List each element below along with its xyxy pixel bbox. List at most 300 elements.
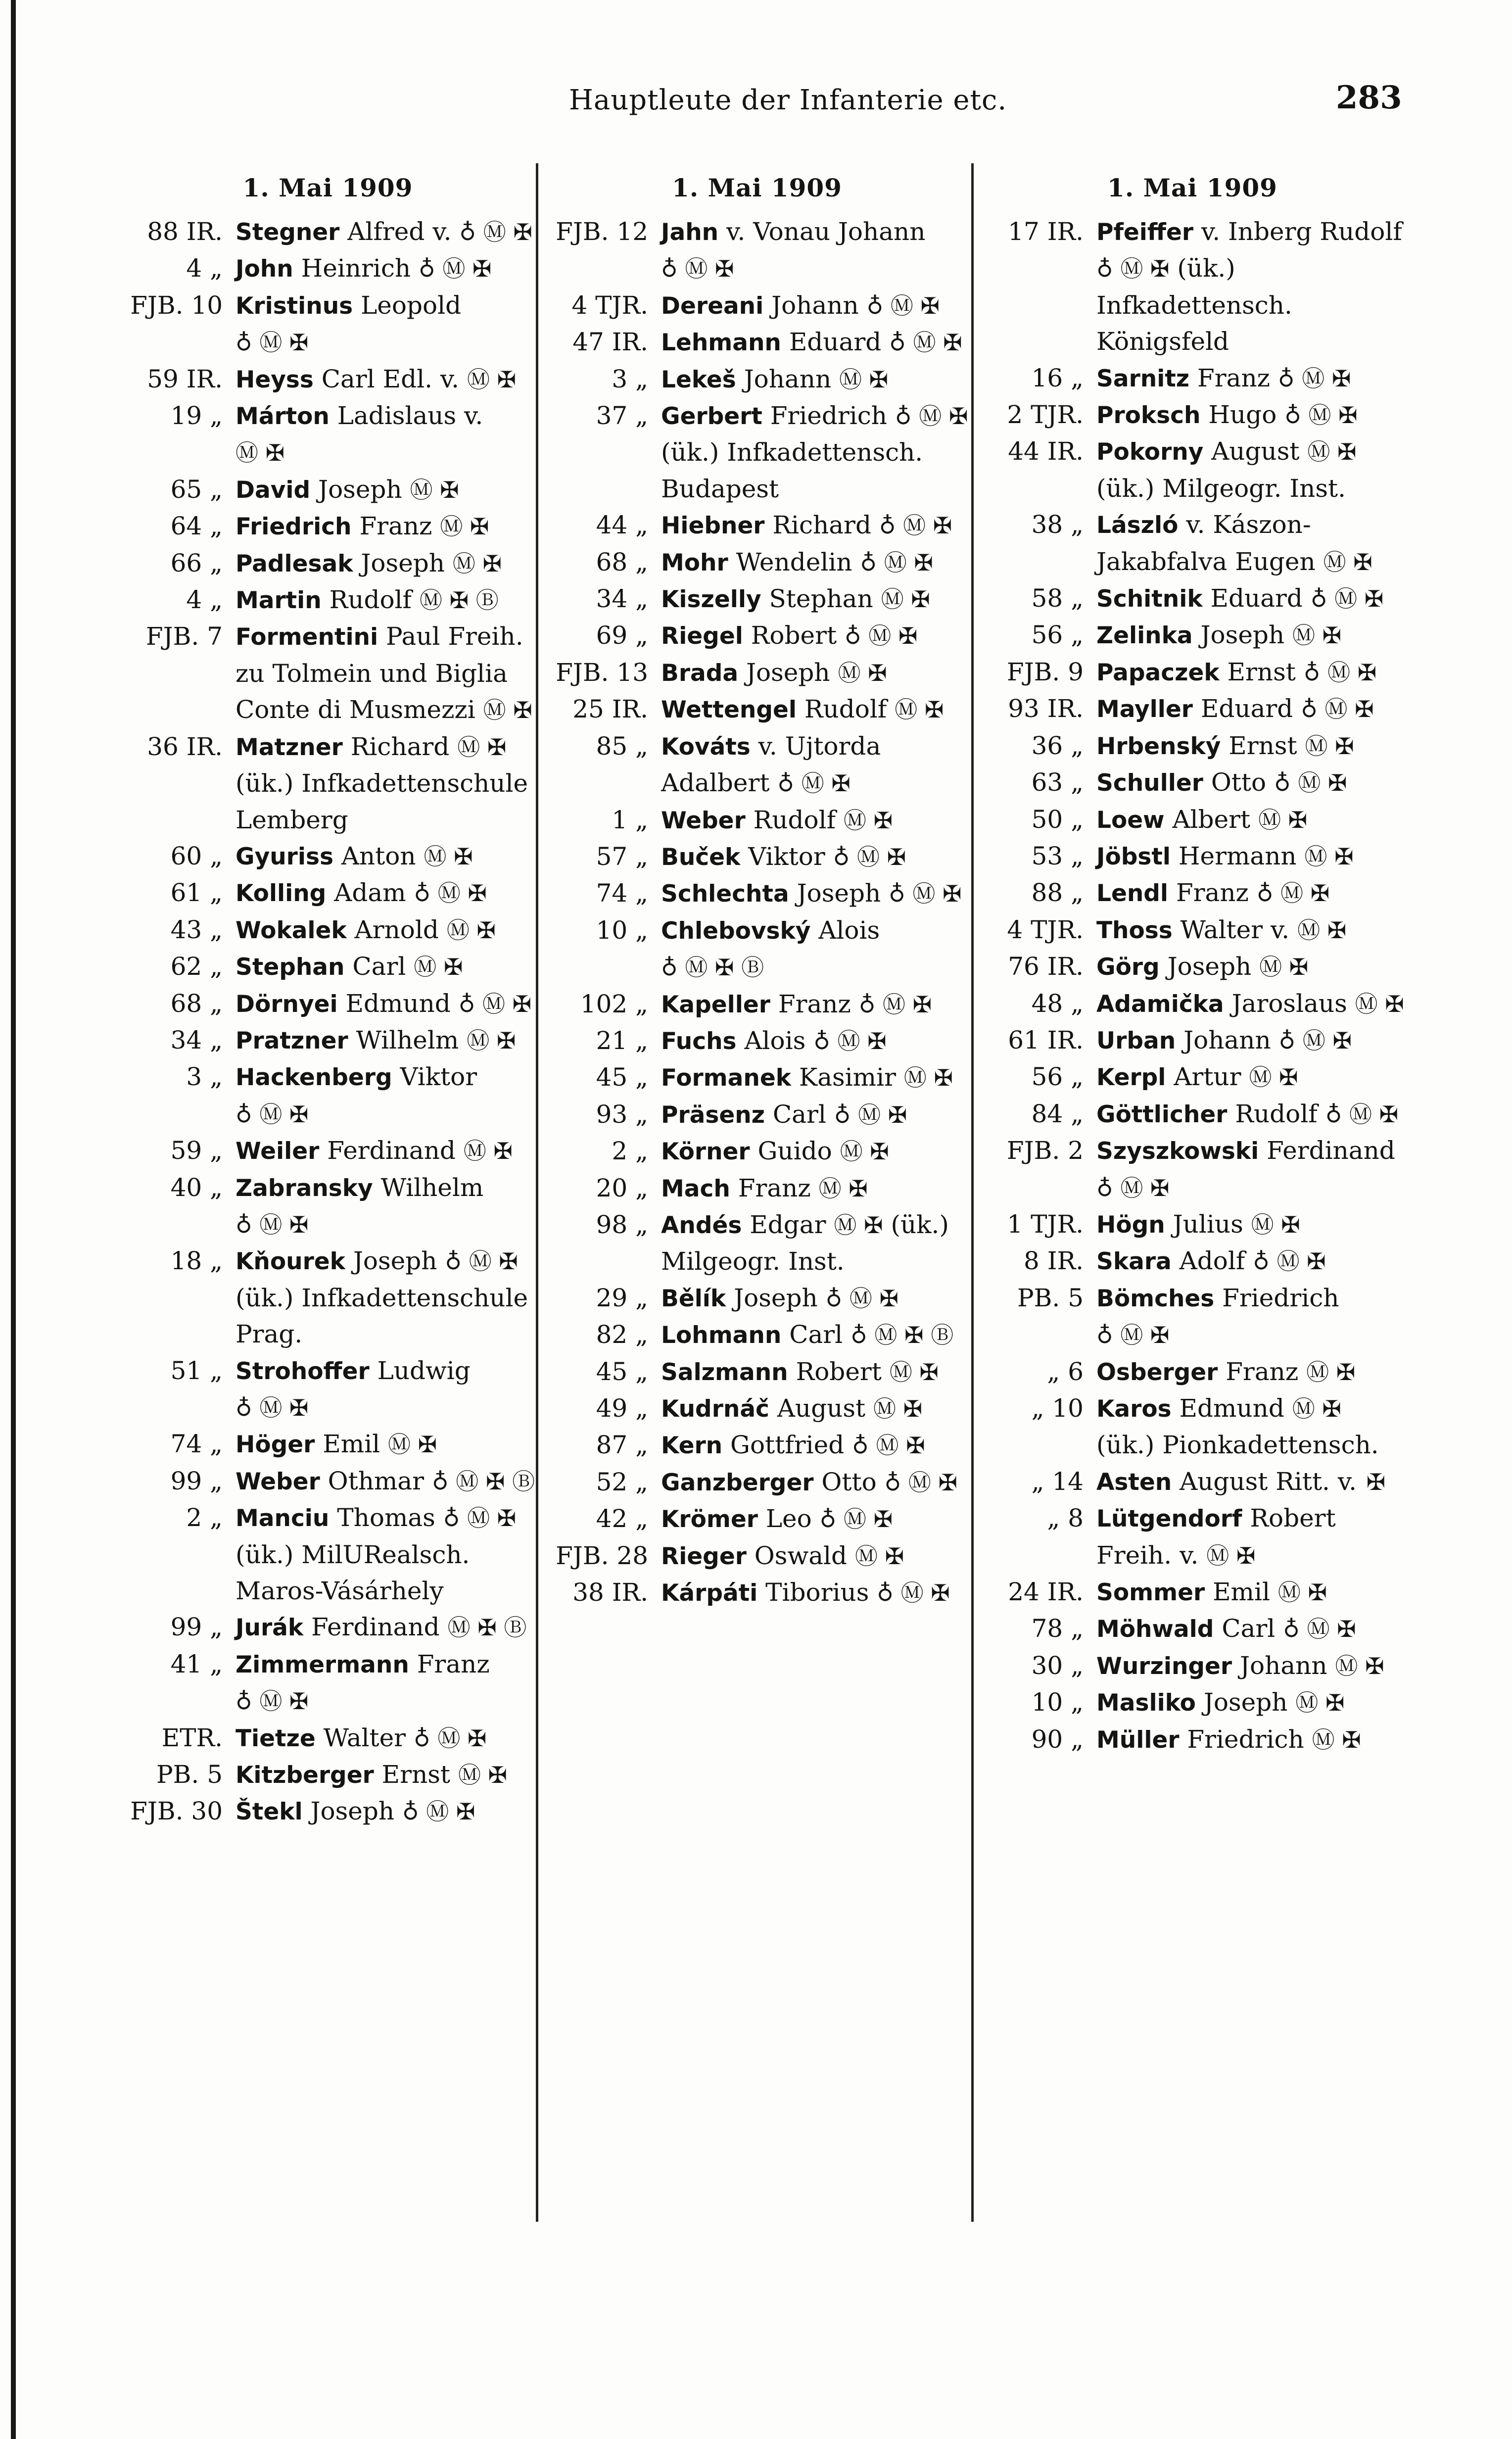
unit-label: 66 „	[170, 548, 223, 577]
surname: Loew	[1096, 806, 1165, 834]
entry-text	[1096, 1280, 1405, 1354]
column-2	[544, 173, 970, 2232]
entry-text	[1096, 1684, 1405, 1721]
officer-entry	[980, 507, 1405, 580]
officer-entry	[119, 729, 537, 838]
entry-text	[661, 875, 970, 912]
decoration-icons: ♁ Ⓜ ✠	[414, 880, 487, 907]
assignment-note: (ük.) Milgeogr. Inst.	[661, 1210, 949, 1276]
given-name: Johann	[1183, 1025, 1271, 1054]
column-heading: 1. Mai 1909	[242, 173, 413, 202]
unit-label: 102 „	[580, 989, 648, 1018]
decoration-icons: ♁ Ⓜ ✠	[236, 1100, 309, 1128]
surname: Hackenberg	[236, 1064, 392, 1092]
officer-entry	[544, 802, 970, 839]
surname: Mach	[661, 1175, 730, 1202]
officer-entry	[980, 1243, 1405, 1280]
entry-text	[236, 1757, 537, 1793]
decoration-icons: ♁ Ⓜ ✠	[236, 1688, 309, 1715]
officer-entry	[980, 986, 1405, 1022]
given-name: Rudolf	[753, 805, 836, 834]
decoration-icons: Ⓜ ✠	[873, 1395, 923, 1422]
decoration-icons: Ⓜ ✠	[818, 1175, 868, 1202]
surname: Štekl	[236, 1798, 303, 1826]
entry-text	[1096, 1722, 1405, 1758]
officer-entry	[980, 214, 1405, 360]
officer-entry	[119, 1720, 537, 1757]
unit-label: 93 IR.	[1008, 694, 1084, 723]
unit-label: 56 „	[1031, 1062, 1084, 1092]
decoration-icons: Ⓜ ✠	[467, 366, 517, 393]
given-name: Joseph	[1203, 1688, 1288, 1717]
officer-entry	[544, 398, 970, 507]
officer-entry	[544, 1427, 970, 1464]
decoration-icons: ♁ Ⓜ ✠	[833, 843, 906, 870]
entry-text	[1096, 1354, 1405, 1390]
officer-entry	[119, 214, 537, 250]
surname: Bömches	[1096, 1285, 1215, 1312]
decoration-icons: Ⓜ ✠ Ⓑ	[419, 587, 499, 614]
unit-label: 62 „	[170, 952, 223, 981]
unit-label: FJB. 13	[556, 658, 648, 687]
unit-label: 4 TJR.	[571, 290, 648, 320]
decoration-icons: Ⓜ ✠	[452, 550, 502, 577]
given-name: Friedrich	[1187, 1724, 1304, 1754]
unit-label: 3 „	[612, 364, 648, 393]
entry-text	[1096, 691, 1405, 727]
given-name: Eduard	[1200, 694, 1293, 723]
decoration-icons: ♁ Ⓜ ✠	[889, 329, 962, 356]
entry-text	[1096, 507, 1405, 580]
unit-label: 48 „	[1031, 989, 1084, 1018]
surname: Kolling	[236, 880, 327, 908]
entry-text	[236, 1793, 537, 1830]
surname: Friedrich	[236, 513, 352, 541]
surname: Lekeš	[661, 366, 736, 393]
surname: Andés	[661, 1211, 742, 1239]
surname: Gerbert	[661, 403, 762, 430]
officer-entry	[980, 1574, 1405, 1611]
officer-entry	[119, 1646, 537, 1720]
given-name: Ferdinand	[327, 1136, 456, 1165]
officer-entry	[119, 1022, 537, 1059]
entry-text	[1096, 1059, 1405, 1096]
surname: Stegner	[236, 219, 340, 246]
decoration-icons: ♁ Ⓜ ✠	[1256, 880, 1330, 907]
given-name: Ernst	[1227, 657, 1296, 686]
decoration-icons: ♁ Ⓜ ✠	[1096, 1174, 1170, 1201]
surname: Lendl	[1096, 880, 1169, 908]
decoration-icons: ♁ Ⓜ ✠	[884, 1469, 958, 1496]
given-name: Kasimir	[799, 1063, 896, 1092]
officer-entry	[544, 361, 970, 398]
unit-label: 29 „	[596, 1283, 648, 1312]
entry-text	[661, 1501, 970, 1537]
entry-text	[236, 1646, 537, 1720]
surname: Urban	[1096, 1027, 1176, 1054]
officer-entry	[980, 617, 1405, 654]
officer-entry	[980, 1684, 1405, 1721]
given-name: Robert	[751, 621, 837, 650]
given-name: v. Inberg Rudolf	[1201, 217, 1402, 246]
entry-text	[661, 1575, 970, 1611]
officer-entry	[119, 1133, 537, 1169]
decoration-icons: ♁ Ⓜ ✠	[419, 255, 492, 283]
decoration-icons: Ⓜ ✠	[840, 1138, 889, 1165]
officer-entry	[119, 949, 537, 985]
given-name: Walter v.	[1180, 915, 1290, 944]
surname: Bělík	[661, 1285, 726, 1312]
officer-entry	[119, 1170, 537, 1243]
given-name: Robert	[796, 1357, 882, 1386]
entry-text	[661, 398, 970, 507]
decoration-icons: ♁ Ⓜ ✠	[1310, 585, 1384, 613]
decoration-icons: ♁ Ⓜ ✠	[1325, 1100, 1399, 1128]
given-name: Rudolf	[804, 695, 887, 724]
given-name: Othmar	[328, 1466, 425, 1495]
given-name: August Ritt. v.	[1180, 1467, 1357, 1496]
officer-entry	[544, 1059, 970, 1096]
officer-entry	[119, 1426, 537, 1463]
decoration-icons: Ⓜ ✠	[440, 513, 489, 540]
given-name: Friedrich	[1222, 1283, 1339, 1312]
surname: Márton	[236, 403, 330, 430]
decoration-icons: ♁ Ⓜ ✠ Ⓑ	[661, 954, 764, 981]
entry-text	[661, 1133, 970, 1170]
given-name: Richard	[772, 511, 871, 540]
unit-label: 53 „	[1031, 841, 1084, 870]
entry-text	[236, 1353, 537, 1427]
officer-entry	[980, 1354, 1405, 1390]
entry-text	[236, 1720, 537, 1757]
entry-text	[236, 545, 537, 582]
surname: Präsenz	[661, 1101, 765, 1129]
decoration-icons: Ⓜ ✠	[446, 916, 496, 944]
entry-text	[1096, 802, 1405, 838]
entry-text	[236, 1133, 537, 1169]
unit-label: 56 „	[1031, 621, 1084, 650]
entry-text	[236, 729, 537, 838]
officer-entry	[119, 1793, 537, 1830]
assignment-note: (ük.) Milgeogr. Inst.	[1096, 474, 1346, 503]
entry-text	[236, 1022, 537, 1059]
unit-label: 49 „	[596, 1394, 648, 1423]
given-name: Emil	[1213, 1578, 1270, 1607]
decoration-icons: Ⓜ ✠	[1259, 954, 1309, 981]
unit-label: 1 „	[612, 805, 648, 834]
unit-label: 78 „	[1031, 1614, 1084, 1643]
given-name: Hermann	[1178, 841, 1297, 870]
unit-label: FJB. 30	[130, 1797, 223, 1826]
unit-label: 61 „	[170, 878, 223, 908]
surname: Stephan	[236, 954, 345, 981]
decoration-icons: Ⓜ ✠	[1305, 732, 1354, 760]
surname: Zabransky	[236, 1174, 373, 1202]
assignment-note: (ük.) Infkadettenschule Prag.	[236, 1283, 528, 1349]
decoration-icons: Ⓜ ✠	[1312, 1726, 1361, 1753]
unit-label: 50 „	[1031, 805, 1084, 834]
surname: Kapeller	[661, 991, 770, 1018]
entry-text	[1096, 1574, 1405, 1611]
decoration-icons: ♁ Ⓜ ✠	[834, 1101, 907, 1128]
surname: Szyszkowski	[1096, 1138, 1259, 1165]
entry-text	[1096, 433, 1405, 507]
decoration-icons: Ⓜ ✠	[1355, 990, 1404, 1017]
entry-text	[1096, 1206, 1405, 1243]
given-name: Heinrich	[301, 254, 411, 283]
officer-entry	[119, 250, 537, 287]
decoration-icons: ♁ Ⓜ ✠	[866, 292, 940, 319]
unit-label: 18 „	[170, 1246, 223, 1276]
unit-label: 42 „	[596, 1504, 648, 1533]
given-name: Edgar	[750, 1210, 826, 1239]
decoration-icons: ♁ Ⓜ ✠	[1283, 1616, 1356, 1643]
surname: Zimmermann	[236, 1651, 409, 1678]
officer-entry	[119, 472, 537, 508]
entry-text	[661, 655, 970, 691]
surname: Matzner	[236, 733, 343, 761]
officer-entry	[544, 1390, 970, 1427]
given-name: Franz	[738, 1173, 811, 1202]
entry-text	[661, 1023, 970, 1059]
entry-text	[236, 250, 537, 287]
decoration-icons: Ⓜ ✠	[854, 1542, 904, 1570]
given-name: Adolf	[1179, 1246, 1245, 1276]
officer-entry	[119, 875, 537, 911]
entry-text	[1096, 875, 1405, 911]
given-name: Leopold	[361, 290, 462, 320]
decoration-icons: ♁ Ⓜ ✠	[1301, 696, 1374, 723]
given-name: Joseph	[353, 1246, 437, 1276]
decoration-icons: ♁ Ⓜ ✠	[819, 1506, 893, 1533]
officer-entry	[980, 691, 1405, 727]
officer-entry	[980, 1648, 1405, 1684]
given-name: Tiborius	[765, 1578, 869, 1607]
entry-text	[1096, 986, 1405, 1022]
decoration-icons: ♁ Ⓜ ✠	[860, 549, 933, 576]
given-name: Jaroslaus	[1231, 989, 1347, 1018]
surname: Lehmann	[661, 329, 781, 357]
entry-text	[661, 986, 970, 1023]
decoration-icons: Ⓜ ✠ Ⓑ	[447, 1614, 527, 1641]
officer-entry	[544, 1133, 970, 1170]
entry-text	[661, 728, 970, 802]
entry-text	[236, 1463, 537, 1500]
surname: Karos	[1096, 1395, 1172, 1423]
officer-entry	[119, 545, 537, 582]
surname: Pratzner	[236, 1027, 348, 1054]
officer-entry	[980, 1464, 1405, 1500]
surname: Göttlicher	[1096, 1100, 1228, 1128]
unit-label: 20 „	[596, 1173, 648, 1202]
unit-label: FJB. 28	[556, 1541, 648, 1570]
decoration-icons: ♁ Ⓜ ✠	[1096, 1322, 1170, 1349]
entry-text	[236, 619, 537, 728]
surname: Lütgendorf	[1096, 1505, 1242, 1533]
entry-list	[544, 214, 970, 1611]
entry-text	[236, 472, 537, 508]
entry-text	[236, 214, 537, 250]
entry-text	[1096, 1243, 1405, 1280]
surname: Formanek	[661, 1064, 791, 1092]
decoration-icons: ♁ Ⓜ ✠	[1278, 1027, 1352, 1054]
officer-entry	[544, 1170, 970, 1207]
decoration-icons: ♁ Ⓜ ✠	[858, 991, 932, 1018]
officer-entry	[544, 1538, 970, 1575]
surname: Osberger	[1096, 1358, 1218, 1386]
surname: David	[236, 476, 311, 504]
officer-entry	[980, 1500, 1405, 1574]
given-name: Eduard	[789, 328, 882, 357]
surname: Weber	[236, 1468, 320, 1495]
officer-entry	[544, 691, 970, 728]
unit-label: 64 „	[170, 512, 223, 541]
decoration-icons: ♁ Ⓜ ✠	[825, 1285, 899, 1312]
surname: Padlesak	[236, 550, 353, 577]
officer-entry	[544, 728, 970, 802]
officer-entry	[119, 508, 537, 545]
given-name: Joseph	[797, 879, 881, 908]
surname: Brada	[661, 659, 739, 687]
officer-entry	[544, 1354, 970, 1390]
entry-text	[1096, 1022, 1405, 1059]
surname: Thoss	[1096, 916, 1173, 944]
given-name: Joseph	[746, 658, 830, 687]
surname: Kárpáti	[661, 1579, 758, 1607]
officer-entry	[980, 1059, 1405, 1096]
unit-label: 61 IR.	[1008, 1025, 1084, 1054]
unit-label: 63 „	[1031, 768, 1084, 797]
entry-text	[661, 912, 970, 986]
entry-text	[236, 582, 537, 619]
unit-label: 3 „	[186, 1062, 223, 1092]
decoration-icons: ♁ Ⓜ ✠	[1274, 769, 1347, 797]
surname: Kerpl	[1096, 1064, 1166, 1092]
decoration-icons: ♁ Ⓜ ✠	[1253, 1248, 1326, 1275]
given-name: Hugo	[1208, 400, 1277, 430]
officer-entry	[544, 1280, 970, 1317]
surname: Wurzinger	[1096, 1652, 1232, 1680]
unit-label: 24 IR.	[1008, 1578, 1084, 1607]
officer-entry	[980, 654, 1405, 691]
unit-label: 74 „	[170, 1430, 223, 1459]
entry-text	[1096, 654, 1405, 691]
unit-label: 65 „	[170, 475, 223, 504]
surname: Högn	[1096, 1211, 1165, 1239]
assignment-note: (ük.) Infkadettensch. Königsfeld	[1096, 254, 1292, 356]
officer-entry	[544, 912, 970, 986]
surname: Kristinus	[236, 292, 353, 320]
entry-text	[661, 1280, 970, 1317]
unit-label: 84 „	[1031, 1099, 1084, 1128]
unit-label: FJB. 7	[145, 622, 223, 651]
unit-label: 47 IR.	[572, 328, 648, 357]
unit-label: 88 IR.	[147, 217, 223, 246]
surname: John	[236, 255, 293, 283]
unit-label: 40 „	[170, 1173, 223, 1202]
given-name: Julius	[1173, 1209, 1243, 1239]
surname: Chlebovský	[661, 917, 811, 945]
entry-text	[661, 618, 970, 654]
unit-label: 38 „	[1031, 510, 1084, 539]
entry-text	[1096, 1096, 1405, 1133]
officer-entry	[119, 398, 537, 472]
given-name: Franz	[778, 989, 851, 1018]
entry-text	[661, 1538, 970, 1575]
given-name: Wilhelm	[356, 1025, 459, 1054]
entry-text	[661, 1317, 970, 1353]
unit-label: 44 IR.	[1008, 437, 1084, 466]
given-name: Joseph	[310, 1797, 395, 1826]
unit-label: 99 „	[170, 1613, 223, 1642]
entry-text	[661, 1390, 970, 1427]
decoration-icons: Ⓜ ✠	[834, 1211, 883, 1239]
officer-entry	[980, 875, 1405, 911]
given-name: Alois	[818, 915, 880, 945]
given-name: Ernst	[381, 1760, 451, 1789]
unit-label: 90 „	[1031, 1724, 1084, 1754]
decoration-icons: ♁ Ⓜ ✠	[661, 255, 734, 283]
decoration-icons: ♁ Ⓜ ✠	[458, 990, 532, 1017]
entry-text	[1096, 1648, 1405, 1684]
surname: Wokalek	[236, 916, 347, 944]
unit-label: 2 TJR.	[1007, 400, 1084, 430]
decoration-icons: Ⓜ ✠	[1295, 1689, 1345, 1717]
unit-label: 68 „	[170, 989, 223, 1018]
given-name: Ludwig	[377, 1356, 471, 1385]
unit-label: 59 „	[170, 1136, 223, 1165]
officer-entry	[544, 839, 970, 875]
given-name: Carl Edl. v.	[321, 364, 460, 393]
officer-entry	[544, 1207, 970, 1280]
decoration-icons: Ⓜ ✠	[839, 366, 889, 393]
entry-text	[236, 838, 537, 875]
unit-label: 93 „	[596, 1100, 648, 1129]
surname: Kudrnáč	[661, 1395, 769, 1423]
given-name: Albert	[1172, 805, 1251, 834]
page-number: 283	[1336, 79, 1402, 116]
officer-entry	[544, 1501, 970, 1537]
surname: Schitnik	[1096, 585, 1203, 613]
decoration-icons: Ⓜ ✠	[903, 1064, 953, 1092]
unit-label: 25 IR.	[572, 695, 648, 724]
entry-text	[1096, 1390, 1405, 1464]
entry-text	[236, 1170, 537, 1243]
decoration-icons: ♁ Ⓜ ✠	[879, 512, 952, 539]
unit-label: 4 TJR.	[1007, 915, 1084, 944]
entry-text	[236, 287, 537, 361]
decoration-icons: Ⓜ ✠	[1297, 916, 1347, 944]
decoration-icons: Ⓜ ✠	[1307, 438, 1357, 466]
given-name: Leo	[765, 1504, 812, 1533]
officer-entry	[980, 360, 1405, 397]
officer-entry	[544, 1317, 970, 1353]
page-edge-rule	[11, 0, 16, 2439]
surname: Möhwald	[1096, 1616, 1214, 1643]
decoration-icons: Ⓜ ✠	[410, 476, 459, 503]
unit-label: PB. 5	[156, 1760, 223, 1789]
unit-label: 37 „	[596, 401, 648, 430]
officer-entry	[980, 949, 1405, 985]
officer-entry	[980, 765, 1405, 801]
given-name: v. Kászon-Jakabfalva Eugen	[1096, 510, 1316, 576]
officer-entry	[119, 287, 537, 361]
entry-text	[1096, 1133, 1405, 1206]
decoration-icons: ♁ Ⓜ ✠ Ⓑ	[850, 1322, 954, 1349]
given-name: Franz	[1176, 878, 1249, 908]
given-name: v. Vonau Johann	[726, 217, 926, 246]
decoration-icons: Ⓜ ✠	[463, 1138, 513, 1165]
